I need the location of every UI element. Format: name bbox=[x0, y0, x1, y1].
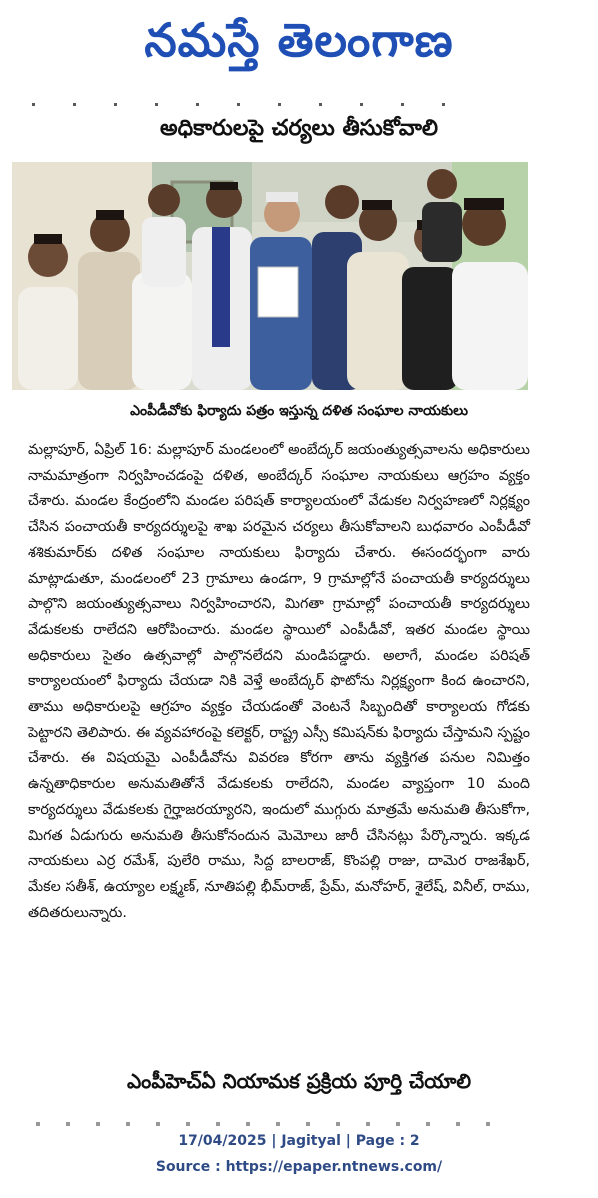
group-photo-illustration bbox=[12, 162, 528, 390]
article-body: మల్లాపూర్, ఏప్రిల్ 16: మల్లాపూర్ మండలంలో అంబేద్కర్ జయంత్యుత్సవాలను అధికారులు నామమాత్రంగా నిర్వహించడంపై దళిత, అంబేద్కర్ సంఘాల నాయకులు ఆగ్రహం వ్యక్తం చేశారు. మండల కేంద్రంలోని మండల పరిషత్ కార్యాలయంలో వేడుకల నిర్వహణలో నిర్లక్ష్యం చేసిన పంచాయతీ కార్యదర్శులపై శాఖ పరమైన చర్యలు తీసుకోవాలని బుధవారం ఎంపీడీవో శశికుమార్‌కు దళిత సంఘాల నాయకులు ఫిర్యాదు చేశారు. ఈసందర్భంగా వారు మాట్లాడుతూ, మండలంలో 23 గ్రామాలు ఉండగా, 9 గ్రామాల్లోనే పంచాయతీ కార్యదర్శులు పాల్గొని జయంత్యుత్సవాలు నిర్వహించారని, మిగతా గ్రామాల్లో పంచాయతీ కార్యదర్శులు వేడుకలకు రాలేదని ఆరోపించారు. మండల స్థాయిలో ఎంపీడీవో, ఇతర మండల స్థాయి అధికారులు సైతం ఉత్సవాల్లో పాల్గొనలేదని మండిపడ్డారు. అలాగే, మండల పరిషత్ కార్యాలయంలో ఫిర్యాదు చేయడా నికి వెళ్తే అంబేద్కర్ ఫొటోను నిర్లక్ష్యంగా కింద ఉంచారని, తాము అధికారులపై ఆగ్రహం వ్యక్తం చేయడంతో వెంటనే సిబ్బందితో కార్యాలయ గోడకు పెట్టారని తెలిపారు. ఈ వ్యవహారంపై కలెక్టర్, రాష్ట్ర ఎస్సీ కమిషన్‌కు ఫిర్యాదు చేస్తామని స్పష్టం చేశారు. ఈ విషయమై ఎంపీడీవోను వివరణ కోరగా తాను వ్యక్తిగత పనుల నిమిత్తం ఉన్నతాధికారుల అనుమతితోనే వేడుకలకు రాలేదని, మండల వ్యాప్తంగా 10 మంది కార్యదర్శులు వేడుకలకు గైర్హాజరయ్యారని, ఇందులో ముగ్గురు మాత్రమే అనుమతి తీసుకోగా, మిగత ఏడుగురు అనుమతి తీసుకోనందున మెమోలు జారీ చేసినట్లు పేర్కొన్నారు. ఇక్కడ నాయకులు ఎర్ర రమేశ్, పులేరి రాము, సిద్ద బాలరాజ్, కొంపల్లి రాజు, దామెర రాజశేఖర్, మేకల సతీశ్, ఉయ్యాల లక్ష్మణ్, నూతిపల్లి భీమ్‌రాజ్, ప్రేమ్, మనోహర్, శైలేష్, వినీల్, రాము, తదితరులున్నారు. bbox=[28, 442, 530, 921]
masthead bbox=[0, 0, 598, 80]
article-headline: అధికారులపై చర్యలు తీసుకోవాలి bbox=[159, 116, 439, 141]
photo-caption: ఎంపీడీవోకు ఫిర్యాదు పత్రం ఇస్తున్న దళిత సంఘాల నాయకులు bbox=[130, 403, 468, 419]
newspaper-title: నమస్తే తెలంగాణ bbox=[144, 13, 454, 67]
page-footer bbox=[0, 1128, 598, 1180]
cut-off-text-line bbox=[36, 1114, 530, 1126]
news-photo bbox=[12, 162, 528, 390]
source-info: Source : https://epaper.ntnews.com/ bbox=[155, 1159, 443, 1175]
next-article-headline: ఎంపీహెచ్‌ఏ నియామక ప్రక్రియ పూర్తి చేయాలి bbox=[126, 1069, 472, 1093]
edition-info: 17/04/2025 | Jagityal | Page : 2 bbox=[178, 1133, 420, 1149]
cut-off-text-line bbox=[32, 96, 522, 106]
